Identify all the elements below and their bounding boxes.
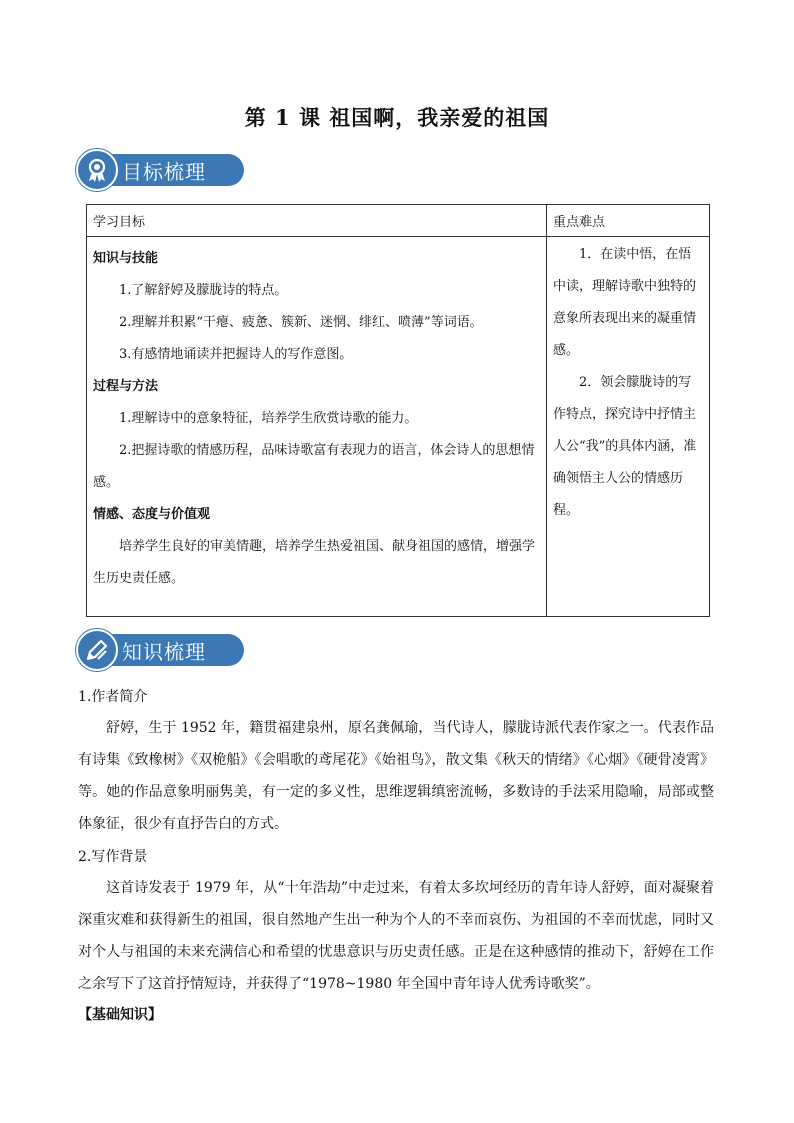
section-heading: 知识与技能	[93, 251, 159, 266]
goals-table	[86, 204, 710, 617]
banner-label: 目标梳理	[122, 160, 206, 184]
author-section	[78, 686, 714, 840]
section-heading: 情感、态度与价值观	[93, 507, 211, 522]
goal-item: 1.了解舒婷及朦胧诗的特点。	[119, 283, 288, 298]
column-header-keypoints: 重点难点	[547, 205, 710, 237]
goal-item: 3.有感情地诵读并把握诗人的写作意图。	[119, 347, 353, 362]
keypoints-cell	[547, 237, 710, 617]
author-paragraph: 舒婷，生于 1952 年，籍贯福建泉州，原名龚佩瑜，当代诗人，朦胧诗派代表作家之一。代表作品有诗集《致橡树》《双桅船》《会唱歌的鸢尾花》《始祖鸟》，散文集《秋天的情绪》《心烟》《硬骨凌霄》等。她的作品意象明丽隽美，有一定的多义性，思维逻辑缜密流畅，多数诗的手法采用隐喻，局部或整体象征，很少有直抒告白的方式。	[78, 720, 714, 832]
section-heading: 过程与方法	[93, 379, 159, 394]
goal-item: 1.理解诗中的意象特征，培养学生欣赏诗歌的能力。	[119, 411, 418, 426]
section-heading: 1.作者简介	[78, 689, 148, 705]
goals-cell	[87, 237, 547, 617]
background-paragraph: 这首诗发表于 1979 年，从“十年浩劫”中走过来，有着太多坎坷经历的青年诗人舒婷，面对凝聚着深重灾难和获得新生的祖国，很自然地产生出一种为个人的不幸而哀伤、为祖国的不幸而忧虑，同时又对个人与祖国的未来充满信心和希望的忧患意识与历史责任感。正是在这种感情的推动下，舒婷在工作之余写下了这首抒情短诗，并获得了“1978~1980 年全国中青年诗人优秀诗歌奖”。	[78, 880, 714, 992]
goal-item: 培养学生良好的审美情趣，培养学生热爱祖国、献身祖国的感情，增强学生历史责任感。	[93, 539, 536, 586]
keypoint-item: 1．在读中悟，在悟中读，理解诗歌中独特的意象所表现出来的凝重情感。	[553, 247, 697, 358]
ribbon-medal-icon	[76, 149, 118, 191]
section-heading: 2.写作背景	[78, 849, 148, 865]
goal-item: 2.理解并积累“干瘪、疲惫、簇新、迷惘、绯红、喷薄”等词语。	[119, 315, 483, 330]
pencil-ruler-icon	[76, 629, 118, 671]
page-title: 第 1 课 祖国啊，我亲爱的祖国	[244, 105, 550, 130]
keypoint-item: 2．领会朦胧诗的写作特点，探究诗中抒情主人公“我”的具体内涵，准确领悟主人公的情感历程。	[553, 375, 697, 518]
column-header-goals: 学习目标	[87, 205, 547, 237]
background-section	[78, 846, 714, 1000]
basic-knowledge-label: 【基础知识】	[78, 1007, 162, 1023]
banner-label: 知识梳理	[122, 640, 206, 664]
section-banner-knowledge	[76, 628, 236, 668]
goal-item: 2.把握诗歌的情感历程，品味诗歌富有表现力的语言，体会诗人的思想情感。	[93, 443, 535, 490]
section-banner-goals	[76, 148, 236, 188]
